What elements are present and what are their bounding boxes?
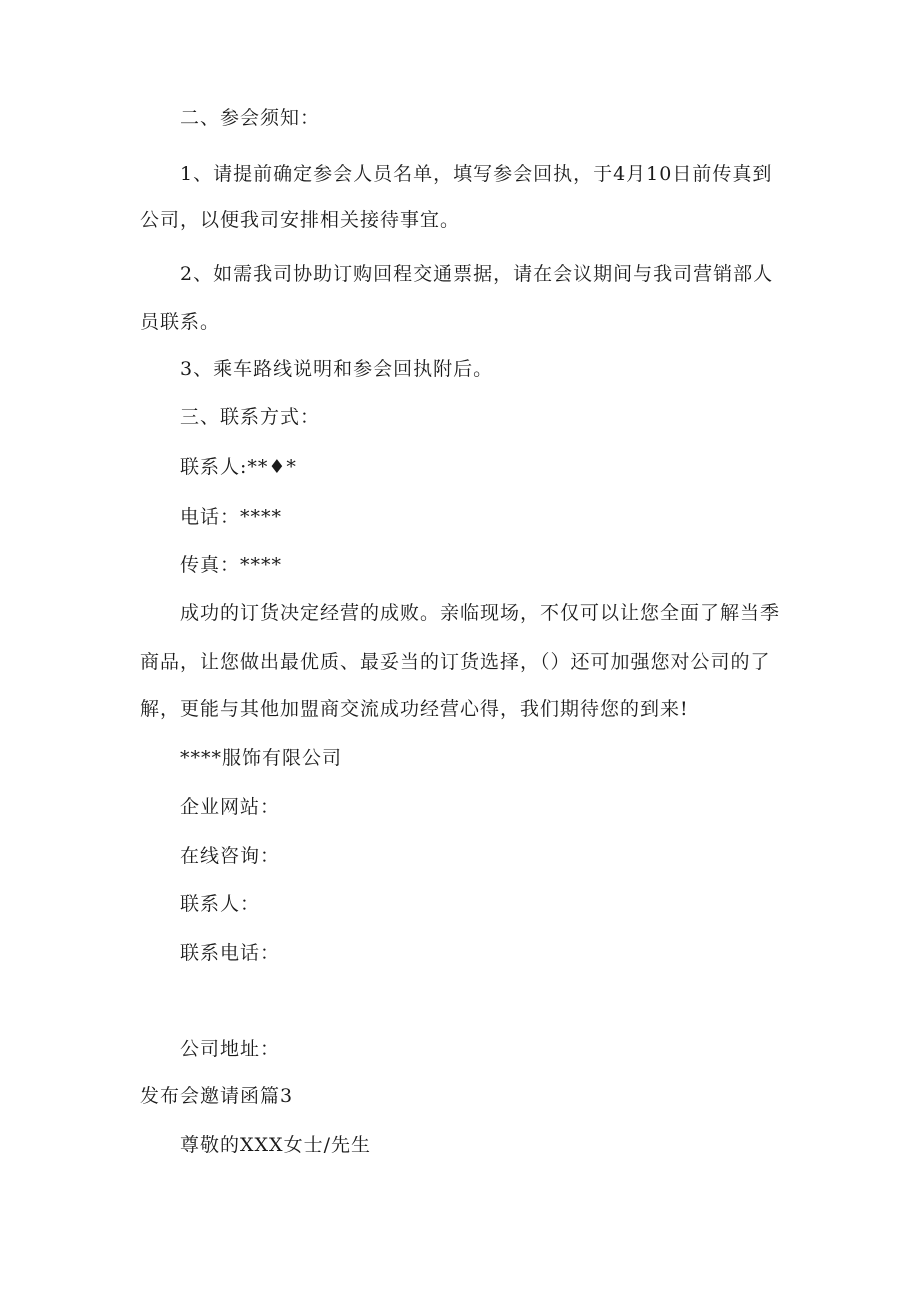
section-three-heading: 三、联系方式： — [180, 406, 321, 428]
contact-phone-label: 联系电话： — [180, 942, 281, 964]
note-1-line-1: 1、请提前确定参会人员名单，填写参会回执，于4月10日前传真到 — [180, 163, 773, 185]
online-consult-label: 在线咨询： — [180, 845, 281, 867]
salutation: 尊敬的XXX女士/先生 — [180, 1134, 371, 1156]
closing-line-3: 解，更能与其他加盟商交流成功经营心得，我们期待您的到来! — [140, 698, 689, 720]
contact-label: 联系人： — [180, 893, 261, 915]
note-3: 3、乘车路线说明和参会回执附后。 — [180, 358, 494, 380]
company-name: ****服饰有限公司 — [180, 747, 343, 769]
fax: 传真：**** — [180, 554, 283, 576]
note-2-line-1: 2、如需我司协助订购回程交通票据，请在会议期间与我司营销部人 — [180, 263, 774, 285]
note-1-line-2: 公司，以便我司安排相关接待事宜。 — [140, 209, 461, 231]
next-section-title: 发布会邀请函篇3 — [140, 1085, 294, 1107]
note-2-line-2: 员联系。 — [140, 311, 221, 333]
address-label: 公司地址： — [180, 1038, 281, 1060]
website-label: 企业网站： — [180, 796, 281, 818]
closing-line-1: 成功的订货决定经营的成败。亲临现场，不仅可以让您全面了解当季 — [180, 602, 781, 624]
closing-line-2: 商品，让您做出最优质、最妥当的订货选择，（）还可加强您对公司的了 — [140, 651, 771, 673]
section-two-heading: 二、参会须知： — [180, 107, 321, 129]
contact-person: 联系人:**♦* — [180, 456, 297, 478]
phone: 电话：**** — [180, 506, 283, 528]
